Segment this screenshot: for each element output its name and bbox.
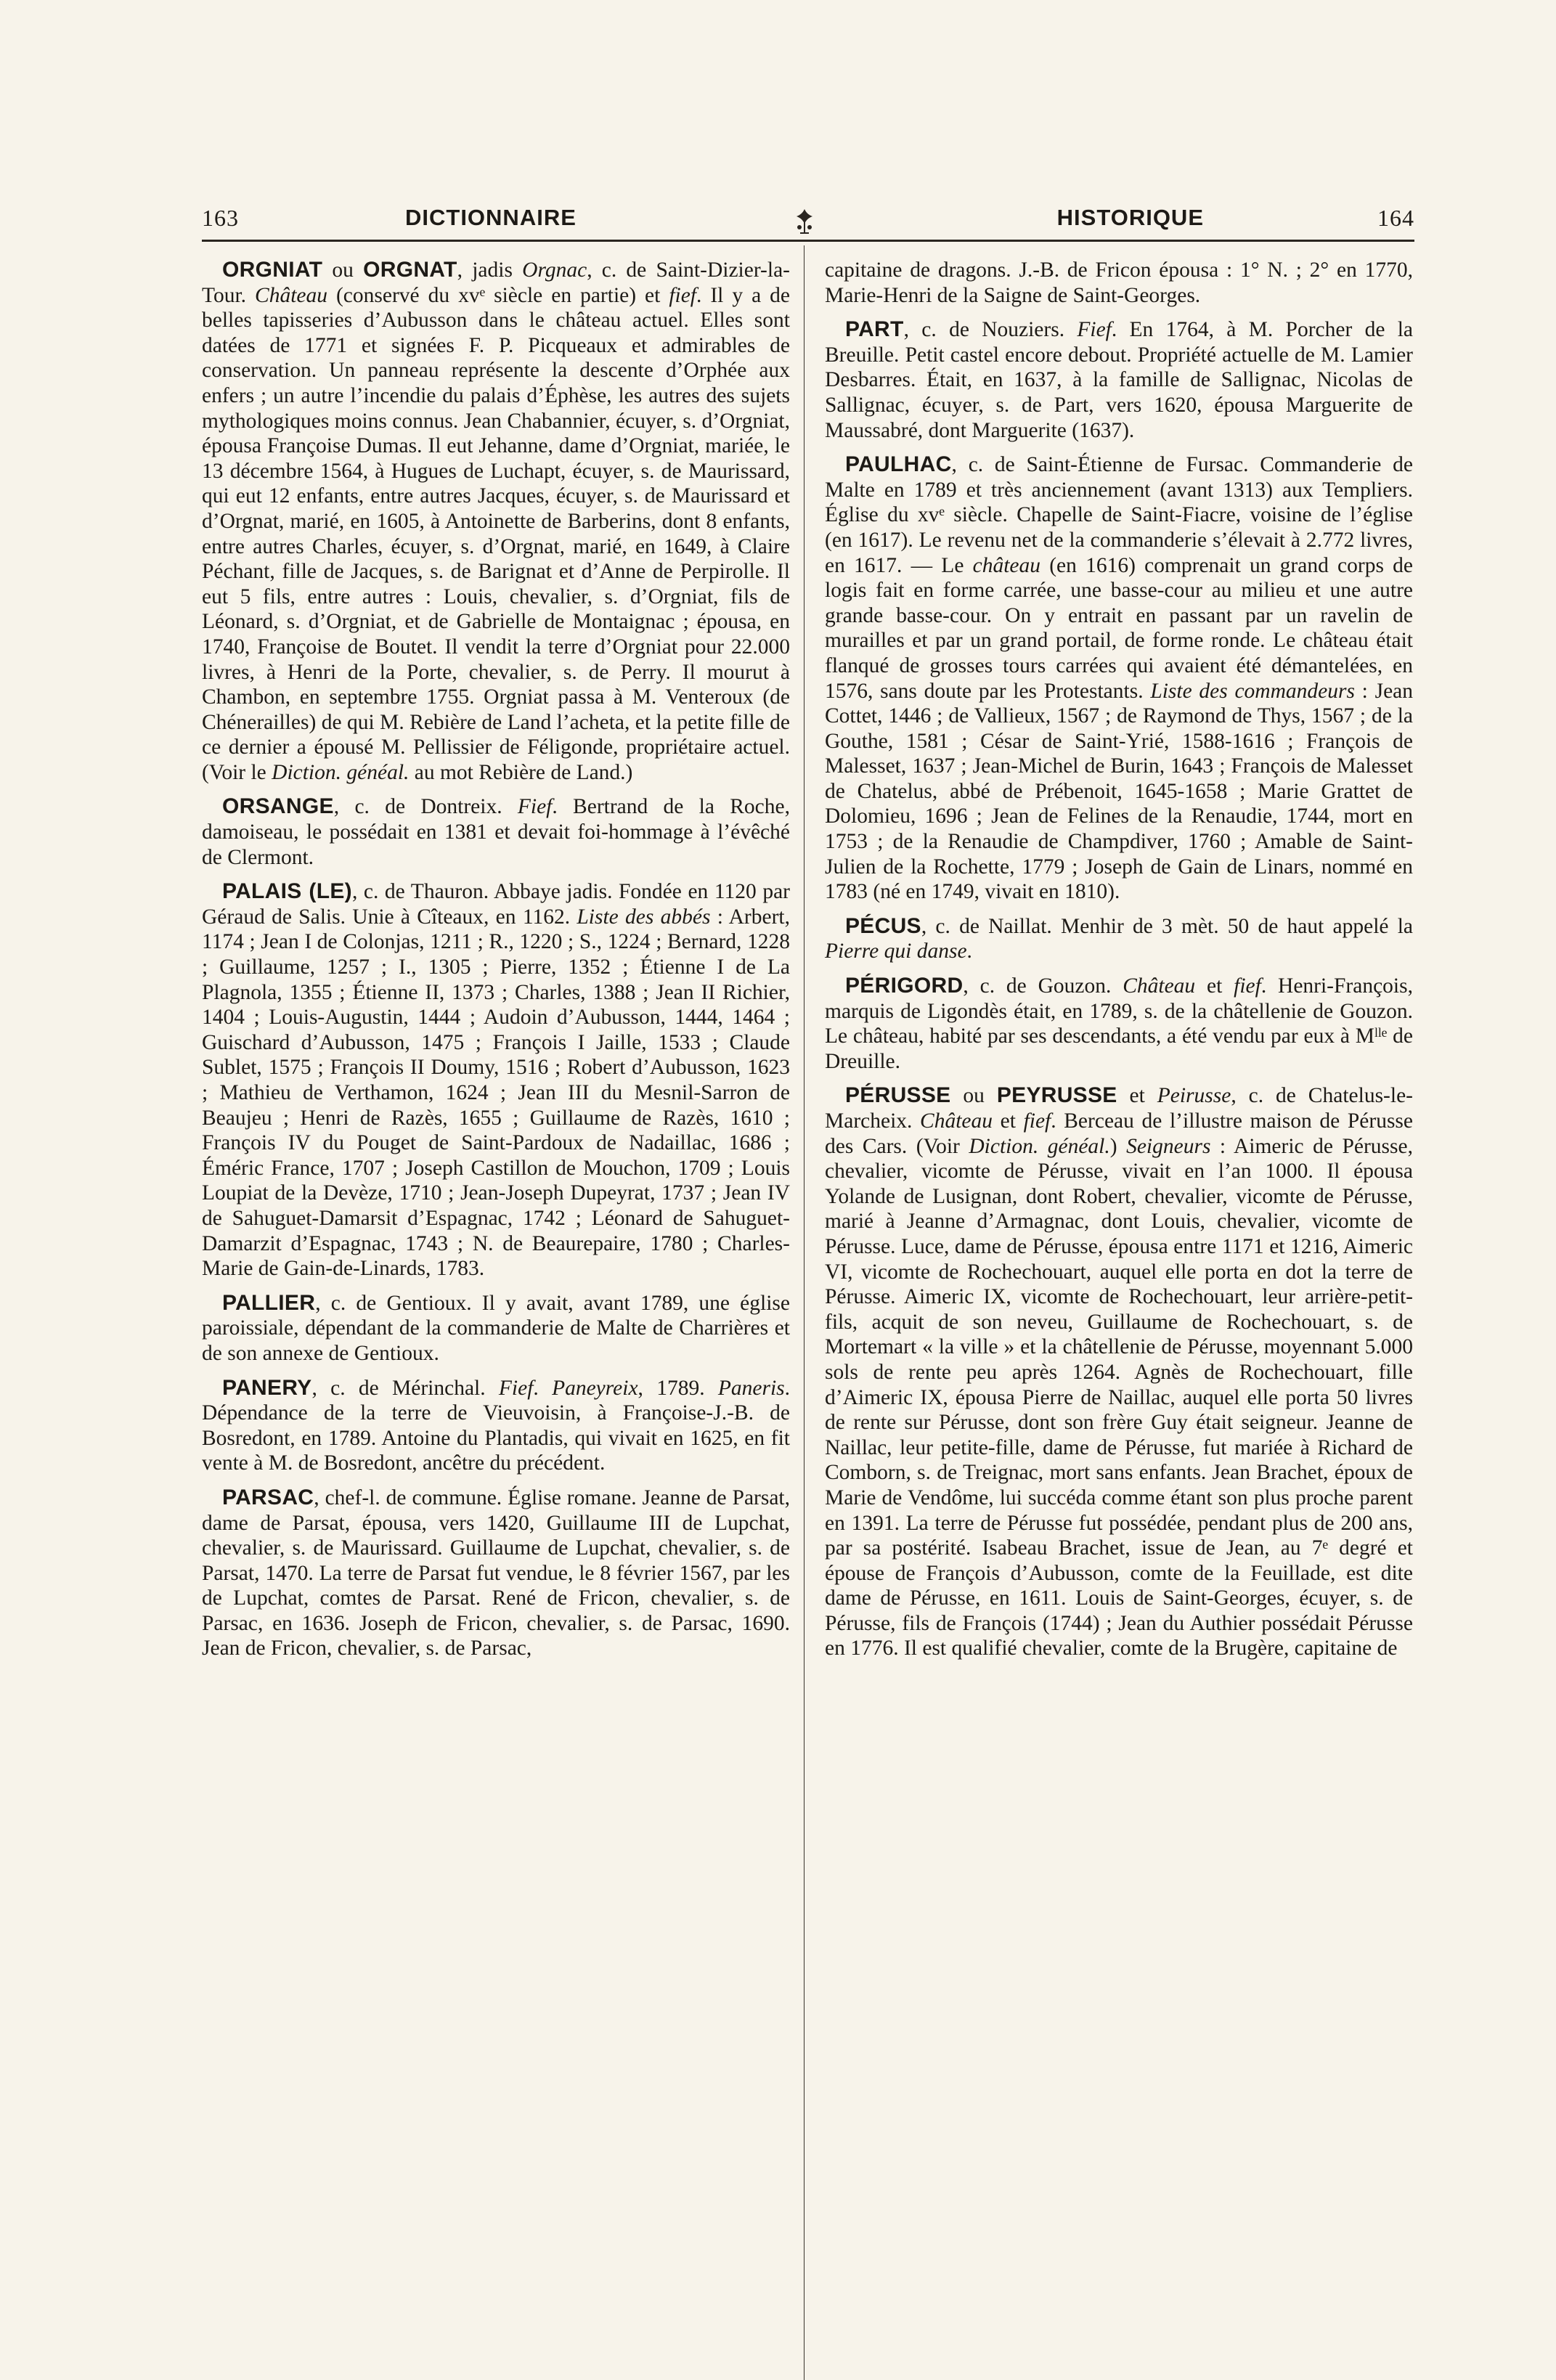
entry-text: au mot Rebière de Land.)	[409, 760, 633, 784]
entry-parsac-cont	[825, 258, 1413, 308]
entry-text: : Jean Cottet, 1446 ; de Vallieux, 1567 ; de Raymond de Thys, 1567 ; de la Gouthe, 1581 ; César de Saint-Yrié, 1588-1616 ; François de Malesset, 1637 ; Jean-Michel de Burin, 1643 ; François de Malesset de Chatelus, abbé de Prébenoit, 1645-1658 ; Marie Grattet de Dolomieu, 1696 ; Jean de Felines de la Renaudie, 1744, mort en 1753 ; de la Renaudie de Champdiver, 1760 ; Amable de Saint-Julien de la Rochette, 1779 ; Joseph de Gain de Linars, nommé en 1783 (né en 1749, vivait en 1810).	[825, 679, 1414, 904]
entry-text: , jadis	[457, 258, 523, 282]
entry-panery	[202, 1376, 790, 1476]
italic-text: Château	[920, 1109, 993, 1133]
entry-text: , c. de Nouziers.	[903, 318, 1078, 342]
entry-orgniat	[202, 258, 790, 785]
entry-text: (en 1616) comprenait un grand corps de logis fait en forme carrée, une basse-cour au milieu et une autre grande basse-cour. On y entrait en passant par un ravelin de murailles et par un grand portail, de forme ronde. Le château était flanqué de grosses tours carrées qui avaient été démantelées, en 1576, sans doute par les Protestants.	[825, 553, 1413, 703]
entry-paulhac	[825, 452, 1413, 905]
italic-text: château	[972, 553, 1041, 577]
entry-text: . Henri-François, marquis de Ligondès était, en 1789, s. de la châtellenie de Gouzon. Le château, habité par ses descendants, a été vendu par eux à Mˡˡᵉ de Dreuille.	[825, 974, 1413, 1073]
italic-text: Château	[255, 283, 327, 307]
headword: PÉCUS	[845, 913, 921, 938]
entry-perigord	[825, 974, 1413, 1074]
entry-text: , 1789.	[638, 1376, 718, 1400]
column-divider	[804, 245, 805, 2380]
entry-text: ou	[950, 1084, 997, 1108]
entry-text: , c. de Thauron. Abbaye jadis. Fondée en 1120 par Géraud de Salis. Unie à Cîteaux, en 1162.	[202, 880, 790, 929]
italic-text: Fief	[1077, 318, 1112, 342]
page-number-left: 163	[202, 205, 239, 231]
headword: PARSAC	[222, 1485, 314, 1509]
headword: PALLIER	[222, 1290, 316, 1315]
entry-text: )	[1109, 1134, 1127, 1158]
entry-pallier	[202, 1291, 790, 1366]
headword: ORGNAT	[363, 258, 457, 282]
entry-pecus	[825, 914, 1413, 964]
column-left	[202, 258, 790, 1671]
entry-text: . Dépendance de la terre de Vieuvoisin, à Françoise-J.-B. de Bosredont, en 1789. Antoine du Plantadis, qui vivait en 1625, en fit vente à M. de Bosredont, ancêtre du précédent.	[202, 1376, 791, 1475]
headword: PÉRIGORD	[845, 974, 964, 998]
entry-text: .	[966, 940, 972, 963]
running-title-left: DICTIONNAIRE	[405, 205, 577, 230]
column-right	[825, 258, 1413, 1671]
entry-text: , c. de Dontreix.	[333, 795, 518, 819]
headword: PAULHAC	[845, 452, 952, 477]
italic-text: Pierre qui danse	[825, 940, 967, 963]
entry-text: , c. de Saint-Dizier-la-Tour.	[202, 258, 790, 307]
entry-text: , c. de Chatelus-le-Marcheix.	[825, 1084, 1413, 1133]
headword: PALAIS (LE)	[222, 879, 352, 904]
entry-orsange	[202, 794, 790, 870]
italic-text: Paneyreix	[552, 1376, 638, 1400]
page-number-right: 164	[1377, 205, 1414, 231]
italic-text: Liste des abbés	[577, 905, 711, 929]
entry-palais	[202, 879, 790, 1281]
entry-perusse	[825, 1083, 1413, 1661]
entry-text: capitaine de dragons. J.-B. de Fricon épousa : 1° N. ; 2° en 1770, Marie-Henri de la Saigne de Saint-Georges.	[825, 258, 1413, 307]
italic-text: fief	[1234, 974, 1261, 998]
italic-text: fief	[669, 283, 696, 307]
entry-parsac	[202, 1486, 790, 1661]
entry-text: ou	[322, 258, 364, 282]
headword: PANERY	[222, 1375, 312, 1400]
headword: ORGNIAT	[222, 258, 323, 282]
entry-text: . Il y a de belles tapisseries d’Aubusson dans le château actuel. Elles sont datées de 1771 et signées F. P. Picqueaux et admirables de conservation. Un panneau représente la descente d’Orphée aux enfers ; un autre l’incendie du palais d’Éphèse, les autres des sujets mythologiques moins connus. Jean Chabannier, écuyer, s. d’Orgniat, épousa Françoise Dumas. Il eut Jehanne, dame d’Orgniat, mariée, le 13 décembre 1564, à Hugues de Luchapt, écuyer, s. de Maurissard, qui eut 12 enfants, entre autres Jacques, écuyer, s. de Maurissard et d’Orgnat, marié, en 1605, à Antoinette de Barberins, dont 8 enfants, entre autres Charles, écuyer, s. d’Orgnat, marié, en 1649, à Claire Péchant, fille de Jacques, s. de Barignat et d’Anne de Perpirolle. Il eut 5 fils, entre autres : Louis, chevalier, s. d’Orgniat, fils de Léonard, s. d’Orgniat, et de Gabrielle de Montaignac ; épousa, en 1740, Françoise de Boutet. Il vendit la terre d’Orgniat pour 22.000 livres, à Henri de la Porte, chevalier, s. de Perry. Il mourut à Chambon, en septembre 1755. Orgniat passa à M. Venteroux (de Chénerailles) de qui M. Rebière de Land l’acheta, et la petite fille de ce dernier a épousé M. Pellissier de Féligonde, propriétaire actuel. (Voir le	[202, 283, 791, 784]
headword: PART	[845, 317, 904, 342]
italic-text: Fief	[498, 1376, 534, 1400]
headword: ORSANGE	[222, 794, 334, 819]
entry-text: et	[993, 1109, 1024, 1133]
entry-text: . Berceau de l’illustre maison de Pérusse des Cars. (Voir	[825, 1109, 1414, 1158]
headword: PEYRUSSE	[996, 1083, 1117, 1108]
italic-text: fief	[1023, 1109, 1051, 1133]
italic-text: Diction. généal.	[272, 760, 410, 784]
entry-text: (conservé du xvᵉ siècle en partie) et	[327, 283, 669, 307]
italic-text: Paneris	[717, 1376, 785, 1400]
entry-text: , c. de Naillat. Menhir de 3 mèt. 50 de haut appelé la	[921, 914, 1413, 938]
fleuron-ornament-icon	[794, 208, 815, 237]
headword: PÉRUSSE	[845, 1083, 951, 1108]
entry-text: . En 1764, à M. Porcher de la Breuille. Petit castel encore debout. Propriété actuelle de M. Lamier Desbarres. Était, en 1637, à la famille de Sallignac, Nicolas de Sallignac, écuyer, s. de Part, vers 1620, épousa Marguerite de Maussabré, dont Marguerite (1637).	[825, 318, 1413, 442]
entry-text: et	[1117, 1084, 1157, 1108]
entry-text: , c. de Gouzon.	[963, 974, 1123, 998]
italic-text: Fief	[517, 795, 553, 819]
italic-text: Diction. généal.	[969, 1134, 1110, 1158]
entry-text: , c. de Gentioux. Il y avait, avant 1789, une église paroissiale, dépendant de la commanderie de Malte de Charrières et de son annexe de Gentioux.	[202, 1291, 790, 1365]
entry-text: , chef-l. de commune. Église romane. Jeanne de Parsat, dame de Parsat, épousa, vers 1420, Guillaume III de Lupchat, chevalier, s. de Maurissard. Guillaume de Lupchat, chevalier, s. de Parsat, 1470. La terre de Parsat fut vendue, le 8 février 1567, par les de Lupchat, comtes de Parsat. René de Fricon, chevalier, s. de Parsac, en 1636. Joseph de Fricon, chevalier, s. de Parsac, 1690. Jean de Fricon, chevalier, s. de Parsac,	[202, 1486, 790, 1660]
running-title-right: HISTORIQUE	[1056, 205, 1204, 230]
entry-text: , c. de Saint-Étienne de Fursac. Commanderie de Malte en 1789 et très anciennement (avant 1313) aux Templiers. Église du xvᵉ siècle. Chapelle de Saint-Fiacre, voisine de l’église (en 1617). Le revenu net de la commanderie s’élevait à 2.772 livres, en 1617. — Le	[825, 453, 1413, 577]
italic-text: Peirusse	[1157, 1084, 1231, 1108]
entry-text: . Bertrand de la Roche, damoiseau, le possédait en 1381 et devait foi-hommage à l’évêché de Clermont.	[202, 795, 790, 869]
entry-text: , c. de Mérinchal.	[311, 1376, 499, 1400]
entry-part	[825, 317, 1413, 443]
header-rule	[202, 240, 1414, 242]
italic-text: Orgnac	[522, 258, 587, 282]
italic-text: Liste des commandeurs	[1150, 679, 1355, 703]
italic-text: Château	[1123, 974, 1196, 998]
entry-text: et	[1195, 974, 1234, 998]
italic-text: Seigneurs	[1126, 1134, 1211, 1158]
entry-text: .	[533, 1376, 553, 1400]
entry-text: : Aimeric de Pérusse, chevalier, vicomte de Pérusse, vivait en l’an 1000. Il épousa Yolande de Lusignan, dont Robert, chevalier, vicomte de Pérusse, marié à Jeanne d’Armagnac, dont Louis, chevalier, vicomte de Pérusse. Luce, dame de Pérusse, épousa entre 1171 et 1216, Aimeric VI, vicomte de Rochechouart, auquel elle porta en dot la terre de Pérusse. Aimeric IX, vicomte de Rochechouart, leur arrière-petit-fils, acquit de son neveu, Guillaume de Rochechouart, s. de Mortemart « la ville » et la châtellenie de Pérusse, moyennant 5.000 sols de rente peu après 1264. Agnès de Rochechouart, fille d’Aimeric IX, épousa Pierre de Naillac, auquel elle porta 50 livres de rente sur Pérusse, dont son frère Guy était seigneur. Jeanne de Naillac, leur petite-fille, dame de Pérusse, fut mariée à Richard de Comborn, s. de Treignac, mort sans enfants. Jean Brachet, époux de Marie de Vendôme, lui succéda comme étant son plus proche parent en 1391. La terre de Pérusse fut possédée, pendant plus de 200 ans, par sa postérité. Isabeau Brachet, issue de Jean, au 7ᵉ degré et épouse de François d’Aubusson, comte de la Feuillade, est dite dame de Pérusse, en 1611. Louis de Saint-Georges, écuyer, s. de Pérusse, fils de François (1744) ; Jean du Authier possédait Pérusse en 1776. Il est qualifié chevalier, comte de la Brugère, capitaine de	[825, 1134, 1413, 1660]
entry-text: : Arbert, 1174 ; Jean I de Colonjas, 1211 ; R., 1220 ; S., 1224 ; Bernard, 1228 ; Guillaume, 1257 ; I., 1305 ; Pierre, 1352 ; Étienne I de La Plagnola, 1355 ; Étienne II, 1373 ; Charles, 1388 ; Jean II Richier, 1404 ; Louis-Augustin, 1444 ; Audoin d’Aubusson, 1444, 1464 ; Guischard d’Aubusson, 1475 ; François I Jaille, 1533 ; Claude Sublet, 1575 ; François II Doumy, 1516 ; Robert d’Aubusson, 1623 ; Mathieu de Verthamon, 1624 ; Jean III du Mesnil-Sarron de Beaujeu ; Henri de Razès, 1655 ; Guillaume de Razès, 1610 ; François IV du Pouget de Saint-Pardoux de Nadaillac, 1686 ; Éméric France, 1707 ; Joseph Castillon de Mouchon, 1709 ; Louis Loupiat de la Devèze, 1710 ; Jean-Joseph Dupeyrat, 1737 ; Jean IV de Sahuguet-Damarsit d’Espagnac, 1742 ; Léonard de Sahuguet-Damarzit d’Espagnac, 1743 ; N. de Beaurepaire, 1780 ; Charles-Marie de Gain-de-Linards, 1783.	[202, 905, 790, 1281]
